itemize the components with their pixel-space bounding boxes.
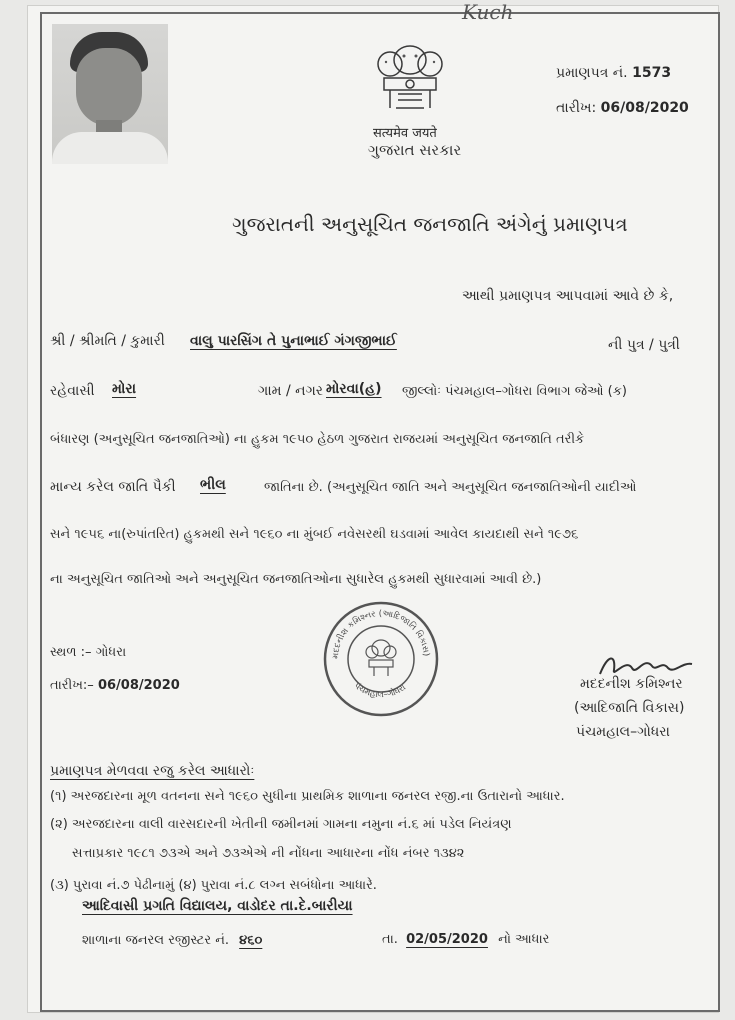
body-line-4-pre: માન્ય કરેલ જાતિ પૈકી xyxy=(50,479,176,495)
certificate-number-label: પ્રમાણપત્ર નં. xyxy=(556,65,628,81)
signatory-department: (આદિજાતિ વિકાસ) xyxy=(574,700,685,716)
seal-top-text: મદદનીશ કમિશ્નર (આદિજાતિ વિકાસ) xyxy=(330,608,431,660)
government-name: ગુજરાત સરકાર xyxy=(368,141,462,159)
certificate-title: ગુજરાતની અનુસૂચિત જનજાતિ અંગેનું પ્રમાણપત્ર xyxy=(232,212,628,236)
basis-heading: પ્રમાણપત્ર મેળવવા રજુ કરેલ આધારોઃ xyxy=(50,763,255,779)
seal-bottom-text: પંચમહાલ–ગોધરા xyxy=(351,680,408,701)
certificate-date-row xyxy=(556,100,689,116)
district-text: જીલ્લોઃ પંચમહાલ–ગોધરા વિભાગ જેઓ (ક) xyxy=(402,384,628,399)
basis-item-2b: સત્તાપ્રકાર ૧૯૮૧ ૭૩એ અને ૭૩એએ ની નોંધના આધારના નોંધ નંબર ૧૩૪૨ xyxy=(72,846,465,861)
register-label: શાળાના જનરલ રજીસ્ટર નં. xyxy=(82,933,230,948)
emblem-motto: सत्यमेव जयते xyxy=(373,126,437,141)
resident-place: મોરા xyxy=(112,381,137,397)
school-name: આદિવાસી પ્રગતિ વિદ્યાલય, વાડોદર તા.દે.બારીયા xyxy=(82,898,353,914)
signatory-title: મદદનીશ કમિશ્નર xyxy=(580,676,683,692)
register-suffix: નો આધાર xyxy=(498,932,550,947)
certificate-date-label: તારીખ: xyxy=(556,100,597,116)
place-label: સ્થળ :– ગોધરા xyxy=(50,645,127,660)
basis-item-2a: (૨) અરજદારના વાલી વારસદારની ખેતીની જમીનમાં ગામના નમુના નં.૬ માં પડેલ નિયંત્રણ xyxy=(50,817,512,832)
village-name: મોરવા(હ) xyxy=(326,381,382,397)
register-date-label: તા. xyxy=(382,932,398,947)
tribe-name: ભીલ xyxy=(200,477,226,493)
body-line-3: બંધારણ (અનુસૂચિત જનજાતિઓ) ના હુકમ ૧૯૫૦ હેઠળ ગુજરાત રાજયમાં અનુસૂચિત જનજાતિ તરીકે xyxy=(50,432,585,447)
register-row xyxy=(82,933,262,948)
body-line-5: સને ૧૯૫૬ ના(રુપાંતરિત) હુકમથી સને ૧૯૬૦ ના મુંબઈ નવેસરથી ઘડવામાં આવેલ કાયદાથી સને ૧૯૭૬ xyxy=(50,527,579,542)
person-name: વાલુ પારસિંગ તે પુનાભાઈ ગંગજીભાઈ xyxy=(190,333,397,349)
basis-item-3: (૩) પુરાવા નં.૭ પેઢીનામું (૪) પુરાવા નં.૮ લગ્ન સબંધોના આધારે. xyxy=(50,878,377,893)
applicant-photo xyxy=(52,24,168,164)
certificate-date: 06/08/2020 xyxy=(600,100,689,116)
office-seal-icon xyxy=(322,600,440,718)
place-date: 06/08/2020 xyxy=(97,678,180,693)
relation-text: ની પુત્ર / પુત્રી xyxy=(608,337,680,353)
certificate-number: 1573 xyxy=(632,65,672,81)
resident-label: રહેવાસી xyxy=(50,383,95,399)
signatory-place: પંચમહાલ–ગોધરા xyxy=(576,724,670,740)
body-line-4-post: જાતિના છે. (અનુસૂચિત જાતિ અને અનુસૂચિત જનજાતિઓની યાદીઓ xyxy=(264,480,637,495)
village-label: ગામ / નગર xyxy=(258,383,324,399)
handwritten-note: Kuch xyxy=(462,0,514,24)
national-emblem-icon xyxy=(360,38,460,128)
svg-text:પંચમહાલ–ગોધરા xyxy=(352,680,408,700)
certificate-number-row xyxy=(556,65,671,81)
register-date-row xyxy=(382,932,549,947)
register-number: ૪૬૦ xyxy=(239,933,263,948)
place-date-row xyxy=(50,678,180,693)
intro-text: આથી પ્રમાણપત્ર આપવામાં આવે છે કે, xyxy=(462,288,674,304)
body-line-6: ના અનુસૂચિત જાતિઓ અને અનુસૂચિત જનજાતિઓના સુધારેલ હુકમથી સુધારવામાં આવી છે.) xyxy=(50,572,542,587)
place-date-label: તારીખ:– xyxy=(50,678,94,693)
register-date: 02/05/2020 xyxy=(406,932,488,947)
honorific: શ્રી / શ્રીમતિ / કુમારી xyxy=(50,333,165,349)
basis-item-1: (૧) અરજદારના મૂળ વતનના સને ૧૯૬૦ સુધીના પ્રાથમિક શાળાના જનરલ રજી.ના ઉતારાનો આધાર. xyxy=(50,789,565,804)
